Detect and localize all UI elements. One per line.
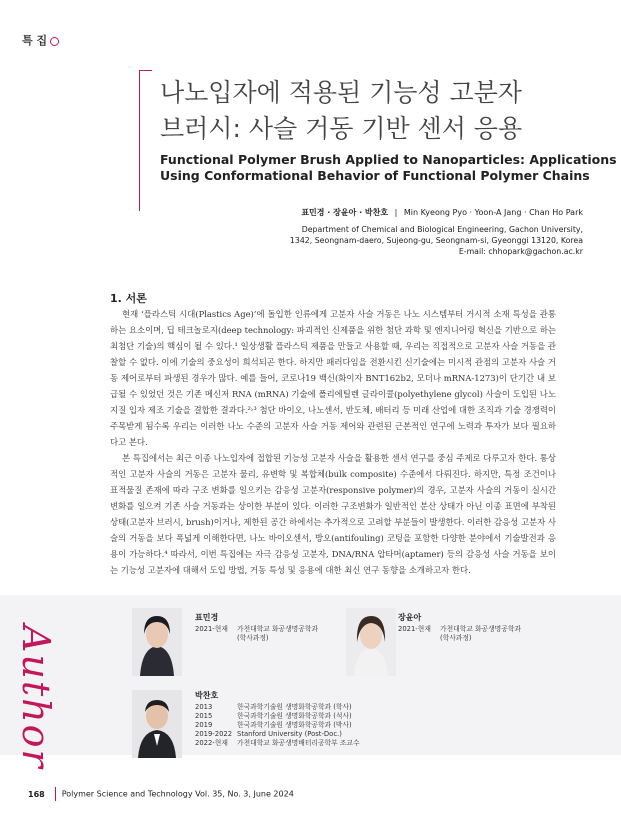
section-tag-label: 특 집: [22, 34, 48, 47]
korean-title-line-2: 브러시: 사슬 거동 기반 센서 응용: [160, 114, 523, 143]
footer-divider: [55, 787, 56, 801]
english-title-line-1: Functional Polymer Brush Applied to Nanoparticles: Applications: [160, 152, 617, 167]
author-3-edu-row: [195, 721, 360, 730]
author-3-edu-row: [195, 730, 360, 739]
author-vertical-label: Author: [14, 625, 58, 770]
author-3-photo: [132, 690, 182, 758]
body-text: [110, 306, 556, 578]
author-1-edu-text-2: (학사과정): [237, 634, 269, 642]
affiliation-email: E-mail: chhopark@gachon.ac.kr: [458, 247, 583, 256]
korean-title-line-1: 나노입자에 적용된 기능성 고분자: [160, 78, 522, 107]
author-2-edu-year: 2021-현재: [398, 625, 431, 633]
author-1-edu-row: [195, 625, 318, 634]
edu-text: 한국과학기술원 생명화학공학과 (박사): [237, 721, 352, 729]
english-title: [160, 152, 617, 184]
journal-citation: Polymer Science and Technology Vol. 35, No. 3, June 2024: [61, 789, 294, 799]
author-1-edu-year: 2021-현재: [195, 625, 228, 633]
korean-title: [160, 75, 522, 147]
page-number: 168: [28, 789, 45, 799]
edu-text: Stanford University (Post-Doc.): [237, 730, 342, 738]
author-3-education: [195, 703, 360, 748]
title-bracket: [139, 70, 152, 211]
authors-english: Min Kyeong Pyo · Yoon-A Jang · Chan Ho Park: [403, 208, 583, 217]
author-2-edu-text: 가천대학교 화공생명공학과: [440, 625, 521, 633]
footer: [28, 787, 294, 801]
section-tag: [22, 32, 59, 48]
edu-year: 2013: [195, 703, 213, 711]
author-1-edu-text: 가천대학교 화공생명공학과: [237, 625, 318, 633]
section-heading: 1. 서론: [110, 292, 147, 305]
edu-text: 한국과학기술원 생명화학공학과 (석사): [237, 712, 352, 720]
author-3-edu-row: [195, 739, 360, 748]
author-3-edu-row: [195, 703, 360, 712]
author-2-name: 장윤아: [398, 613, 422, 622]
author-2-photo: [346, 608, 396, 676]
authors-korean: 표민경 · 장윤아 · 박찬호: [301, 208, 389, 217]
author-1-edu-row-2: [195, 634, 318, 643]
paragraph-2: 본 특집에서는 최근 이종 나노입자에 접합된 기능성 고분자 사슬을 활용한 센서 연구를 중심 주제로 다루고자 한다. 통상적인 고분자 사슬의 거동은 고분자 물리, 유변학 및 복합체(bulk composite) 수준에서 다뤄진다. 하지만, 특정 조건이나 표적물질 존재에 따라 구조 변화를 일으키는 감응성 고분자(responsive polymer)의 경우, 고분자 사슬의 거동이 실시간 변화를 일으켜 기존 사슬 거동과는 상이한 부분이 있다. 이러한 구조변화가 일반적인 분산 상태가 아닌 이종 표면에 부착된 상태(고분자 브러시, brush)이거나, 제한된 공간 하에서는 추가적으로 고려할 부분들이 발생한다. 이러한 감응성 고분자 사슬의 거동을 보다 폭넓게 이해한다면, 나노 바이오센서, 방오(antifouling) 코팅을 포함한 다양한 분야에서 기술발전과 응용이 가능하다.⁴ 따라서, 이번 특집에는 자극 감응성 고분자, DNA/RNA 압타머(aptamer) 등의 감응성 사슬 거동을 보이는 기능성 고분자에 대해서 도입 방법, 거동 특성 및 응용에 대한 최신 연구 동향을 소개하고자 한다.: [110, 453, 556, 575]
edu-text: 한국과학기술원 생명화학공학과 (학사): [237, 703, 352, 711]
authors-separator: |: [394, 208, 398, 217]
author-1-name: 표민경: [195, 613, 219, 622]
edu-year: 2019-2022: [195, 730, 233, 738]
affiliation-line-1: Department of Chemical and Biological Engineering, Gachon University,: [301, 225, 583, 234]
author-2-edu-row-2: [398, 634, 521, 643]
affiliation: [290, 224, 583, 257]
author-2-education: [398, 625, 521, 643]
author-3-edu-row: [195, 712, 360, 721]
author-3-name: 박찬호: [195, 691, 219, 700]
paragraph-1: 현재 ‘플라스틱 시대(Plastics Age)’에 돌입한 인류에게 고분자 사슬 거동은 나노 시스템부터 거시적 소재 특성을 관통하는 요소이며, 딥 테크놀로지(deep technology: 파괴적인 신제품을 위한 첨단 과학 및 엔지니어링 혁신을 기반으로 하는 최첨단 기술)의 핵심이 될 수 있다.¹ 일상생활 플라스틱 제품을 만들고 사용할 때, 우리는 직접적으로 고분자 사슬 거동을 관찰할 수 없다. 이에 기술의 중요성이 희석되곤 한다. 하지만 패러다임을 전환시킨 신기술에는 미시적 관점의 고분자 사슬 거동 제어로부터 파생된 경우가 많다. 예를 들어, 코로나19 백신(화이자 BNT162b2, 모더나 mRNA-1273)이 단기간 내 보급될 수 있었던 것은 기존 메신저 RNA (mRNA) 기술에 폴리에틸렌 글라이콜(polyethylene glycol) 사슬이 도입된 나노 지질 입자 제조 기술을 결합한 결과다.²˒³ 첨단 바이오, 나노센서, 반도체, 배터리 등 미래 산업에 대한 조직과 기술 경쟁력이 주목받게 됨수록 우리는 이러한 나노 수준의 고분자 사슬 거동 제어와 관련된 근본적인 연구에 노력과 투자가 보다 필요하다고 본다.: [110, 309, 556, 447]
edu-year: 2022-현재: [195, 739, 228, 747]
edu-text: 가천대학교 화공생명배터리공학부 조교수: [237, 739, 360, 747]
edu-year: 2019: [195, 721, 213, 729]
english-title-line-2: Using Conformational Behavior of Functional Polymer Chains: [160, 168, 590, 183]
edu-year: 2015: [195, 712, 213, 720]
author-1-education: [195, 625, 318, 643]
author-1-photo: [132, 608, 182, 676]
author-2-edu-text-2: (학사과정): [440, 634, 472, 642]
authors-line: [301, 207, 583, 218]
circle-icon: [50, 37, 59, 46]
affiliation-line-2: 1342, Seongnam-daero, Sujeong-gu, Seongnam-si, Gyeonggi 13120, Korea: [289, 236, 583, 245]
author-2-edu-row: [398, 625, 521, 634]
